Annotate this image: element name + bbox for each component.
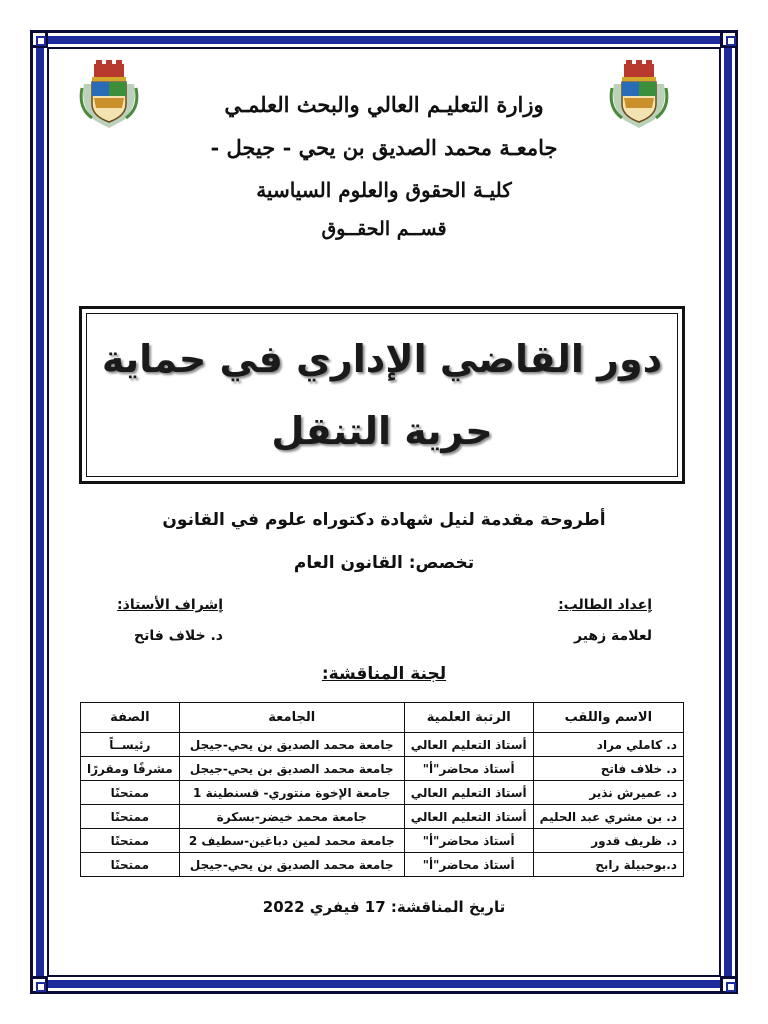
table-row <box>81 781 684 805</box>
member-role: رئيســاً <box>81 733 180 757</box>
faculty-name: كليـة الحقوق والعلوم السياسية <box>256 178 512 202</box>
prepared-by-label: إعداد الطالب: <box>558 597 652 613</box>
table-row <box>81 829 684 853</box>
member-rank: أستاذ التعليم العالي <box>404 805 533 829</box>
member-rank: أستاذ محاضر"أ" <box>404 829 533 853</box>
table-header-row <box>81 703 684 733</box>
department-name: قســم الحقــوق <box>321 218 447 240</box>
member-name: د.بوحبيلة رابح <box>533 853 683 877</box>
thesis-degree-note: أطروحة مقدمة لنيل شهادة دكتوراه علوم في القانون <box>162 510 606 530</box>
member-role: مشرفًا ومقررًا <box>81 757 180 781</box>
frame-corner-ornament <box>720 30 738 48</box>
ministry-name: وزارة التعليـم العالي والبحث العلمـي <box>224 92 544 117</box>
thesis-title-box <box>79 306 685 484</box>
column-header-university: الجامعة <box>179 703 404 733</box>
defense-date: تاريخ المناقشة: 17 فيفري 2022 <box>262 898 506 916</box>
table-row <box>81 853 684 877</box>
frame-corner-ornament <box>30 30 48 48</box>
committee-table <box>80 702 684 877</box>
university-name: جامعـة محمد الصديق بن يحي - جيجل - <box>210 135 558 160</box>
member-university: جامعة محمد لمين دباغين-سطيف 2 <box>179 829 404 853</box>
member-university: جامعة الإخوة منتوري- قسنطينة 1 <box>179 781 404 805</box>
member-university: جامعة محمد الصديق بن يحي-جيجل <box>179 853 404 877</box>
member-name: د. ظريف قدور <box>533 829 683 853</box>
table-row <box>81 733 684 757</box>
member-rank: أستاذ محاضر"أ" <box>404 757 533 781</box>
frame-corner-ornament <box>30 976 48 994</box>
member-role: ممتحنًا <box>81 781 180 805</box>
committee-heading: لجنة المناقشة: <box>321 664 447 684</box>
supervisor-name: د. خلاف فاتح <box>133 628 223 644</box>
member-university: جامعة محمد خيضر-بسكرة <box>179 805 404 829</box>
supervisor-label: إشراف الأستاذ: <box>117 597 223 613</box>
column-header-role: الصفة <box>81 703 180 733</box>
column-header-rank: الرتبة العلمية <box>404 703 533 733</box>
member-role: ممتحنًا <box>81 805 180 829</box>
specialization: تخصص: القانون العام <box>293 553 475 573</box>
member-name: د. بن مشري عبد الحليم <box>533 805 683 829</box>
member-name: د. عميرش نذير <box>533 781 683 805</box>
member-role: ممتحنًا <box>81 829 180 853</box>
member-name: د. كاملي مراد <box>533 733 683 757</box>
member-rank: أستاذ التعليم العالي <box>404 733 533 757</box>
member-rank: أستاذ التعليم العالي <box>404 781 533 805</box>
column-header-name: الاسم واللقب <box>533 703 683 733</box>
table-row <box>81 757 684 781</box>
thesis-title-line-2: حرية التنقل <box>271 409 493 453</box>
frame-corner-ornament <box>720 976 738 994</box>
student-name: لعلامة زهير <box>573 628 652 644</box>
member-rank: أستاذ محاضر"أ" <box>404 853 533 877</box>
thesis-title-line-1: دور القاضي الإداري في حماية <box>101 337 663 381</box>
member-role: ممتحنًا <box>81 853 180 877</box>
member-university: جامعة محمد الصديق بن يحي-جيجل <box>179 757 404 781</box>
table-row <box>81 805 684 829</box>
member-university: جامعة محمد الصديق بن يحي-جيجل <box>179 733 404 757</box>
member-name: د. خلاف فاتح <box>533 757 683 781</box>
